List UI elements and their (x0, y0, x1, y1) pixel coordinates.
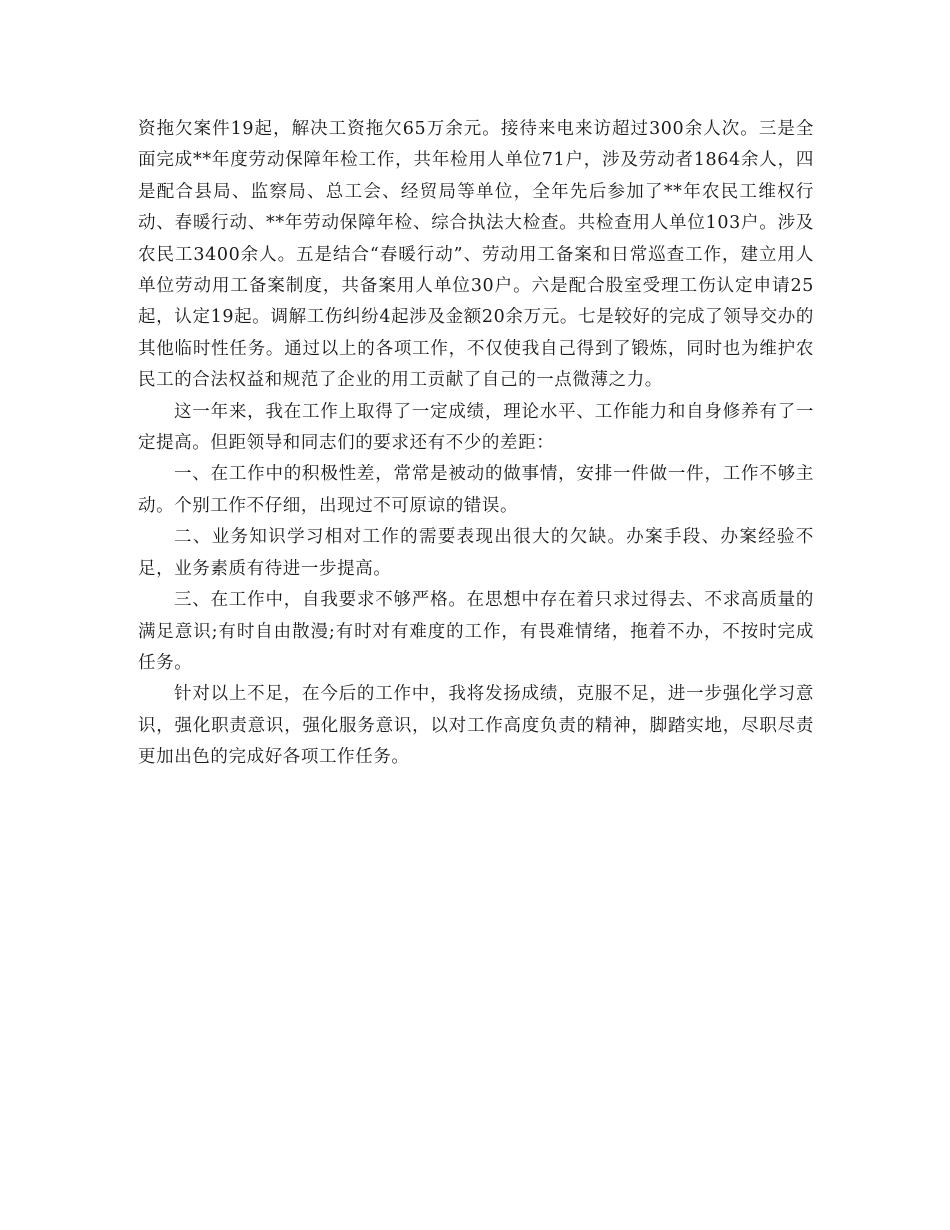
paragraph-shortcoming-3: 三、在工作中，自我要求不够严格。在思想中存在着只求过得去、不求高质量的满足意识;有时自由散漫;有时对有难度的工作，有畏难情绪，拖着不办，不按时完成任务。 (138, 590, 814, 673)
paragraph-work-summary: 资拖欠案件19起，解决工资拖欠65万余元。接待来电来访超过300余人次。三是全面完成**年度劳动保障年检工作，共年检用人单位71户，涉及劳动者1864余人，四是配合县局、监察局、总工会、经贸局等单位，全年先后参加了**年农民工维权行动、春暖行动、**年劳动保障年检、综合执法大检查。共检查用人单位103户。涉及农民工3400余人。五是结合“春暖行动”、劳动用工备案和日常巡查工作，建立用人单位劳动用工备案制度，共备案用人单位30户。六是配合股室受理工伤认定申请25起，认定19起。调解工伤纠纷4起涉及金额20余万元。七是较好的完成了领导交办的其他临时性任务。通过以上的各项工作，不仅使我自己得到了锻炼，同时也为维护农民工的合法权益和规范了企业的用工贡献了自己的一点微薄之力。 (138, 119, 814, 391)
paragraph-shortcoming-1: 一、在工作中的积极性差，常常是被动的做事情，安排一件做一件，工作不够主动。个别工作不仔细，出现过不可原谅的错误。 (138, 464, 814, 516)
paragraph-self-assessment: 这一年来，我在工作上取得了一定成绩，理论水平、工作能力和自身修养有了一定提高。但距领导和同志们的要求还有不少的差距： (138, 401, 814, 454)
paragraph-conclusion: 针对以上不足，在今后的工作中，我将发扬成绩，克服不足，进一步强化学习意识，强化职责意识，强化服务意识，以对工作高度负责的精神，脚踏实地，尽职尽责更加出色的完成好各项工作任务。 (138, 684, 814, 768)
document-body (138, 114, 814, 774)
paragraph-shortcoming-2: 二、业务知识学习相对工作的需要表现出很大的欠缺。办案手段、办案经验不足，业务素质有待进一步提高。 (138, 527, 814, 579)
